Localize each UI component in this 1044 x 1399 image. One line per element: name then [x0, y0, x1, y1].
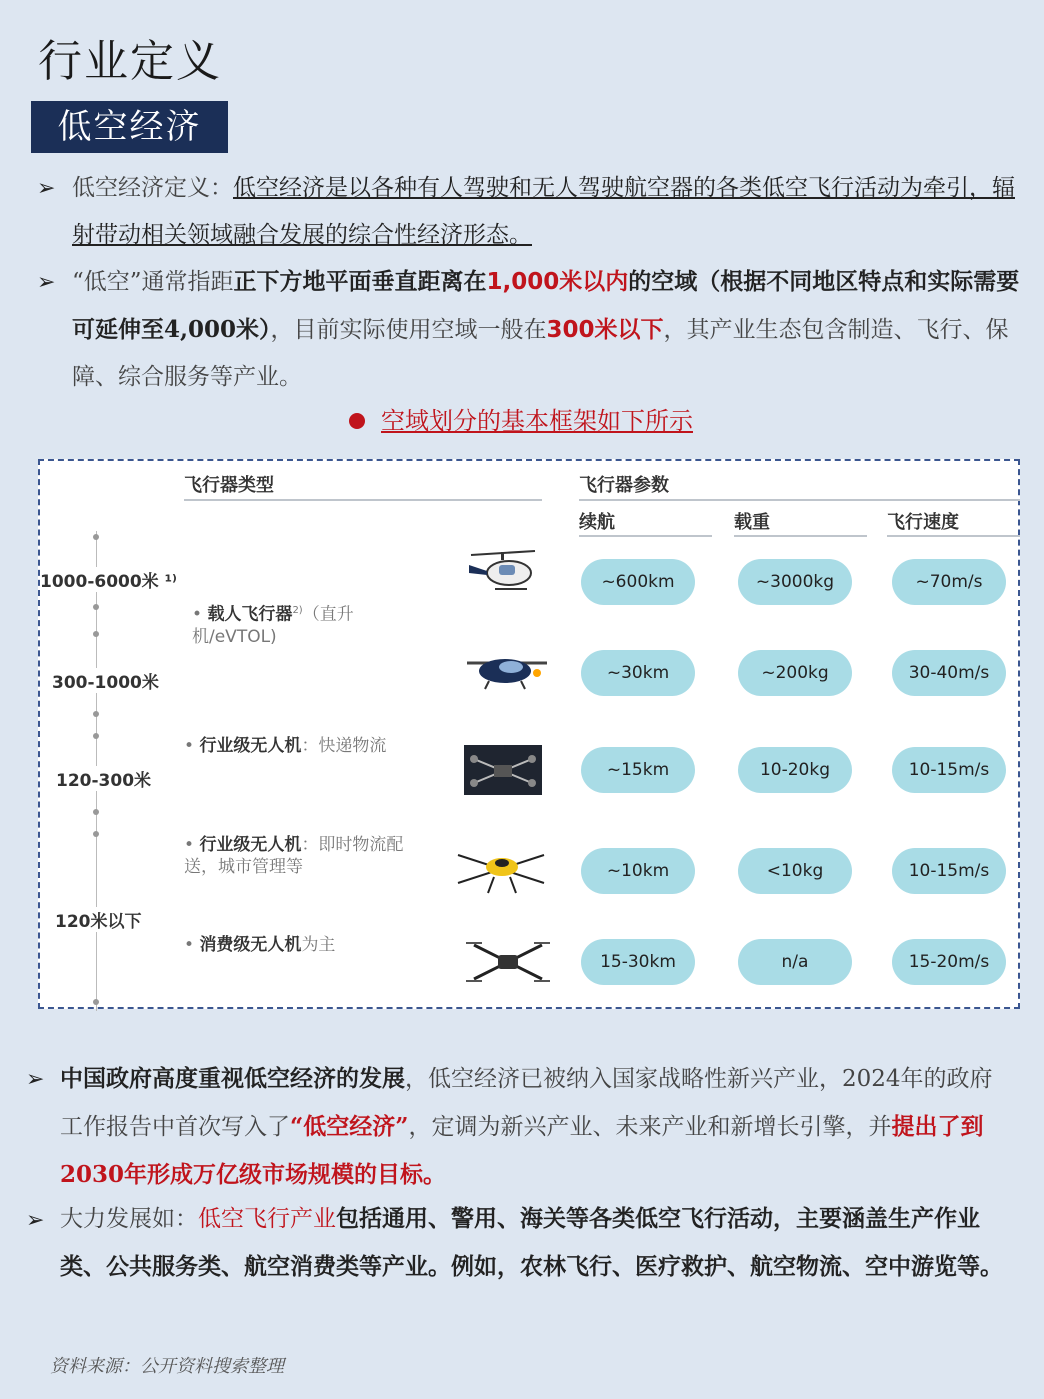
- p2-text-a: “低空”通常指距: [72, 269, 234, 295]
- type-bold: 载人飞行器: [207, 604, 293, 625]
- section-banner: 低空经济: [31, 101, 228, 153]
- divider: [887, 535, 1020, 537]
- param-speed: 10-15m/s: [892, 848, 1006, 894]
- axis-tick: [93, 831, 99, 837]
- col-header-payload: 载重: [734, 512, 770, 533]
- param-speed: 15-20m/s: [892, 939, 1006, 985]
- aircraft-type-industrial-delivery: • 行业级无人机：快递物流: [184, 736, 387, 756]
- param-range: ~10km: [581, 848, 695, 894]
- p4-text-c: 包括通用、警用、海关等各类低空飞行活动，主要涵盖生产作业类、公共服务类、航空消费类等产业。例如，农林飞行、医疗救护、航空物流、空中游览等。: [60, 1205, 1003, 1280]
- type-rest: （直升机/eVTOL): [192, 604, 354, 647]
- param-header: 飞行器参数: [579, 475, 669, 496]
- bullet-arrow-icon: ➢: [37, 176, 56, 201]
- type-bold: 消费级无人机: [199, 935, 302, 955]
- evtol-icon: [465, 647, 549, 695]
- type-header: 飞行器类型: [184, 475, 274, 496]
- param-range: 15-30km: [581, 939, 695, 985]
- altitude-label: 120-300米: [56, 766, 151, 791]
- axis-tick: [93, 631, 99, 637]
- param-payload: 10-20kg: [738, 747, 852, 793]
- bullet-arrow-icon: ➢: [37, 270, 56, 295]
- p4-text-a: 大力发展如：: [60, 1206, 198, 1232]
- p3-goal: 提出了到2030年形成万亿级市场规模的目标。: [60, 1113, 984, 1188]
- source-footnote: 资料来源：公开资料搜索整理: [50, 1356, 284, 1377]
- param-payload: ~200kg: [738, 650, 852, 696]
- bullet-arrow-icon: ➢: [26, 1208, 45, 1233]
- definition-label: 低空经济定义：: [72, 175, 233, 201]
- policy-paragraph: [60, 1055, 1010, 1199]
- bullet-arrow-icon: ➢: [26, 1067, 45, 1092]
- param-payload: <10kg: [738, 848, 852, 894]
- p4-highlight: 低空飞行产业: [198, 1206, 336, 1232]
- param-payload: n/a: [738, 939, 852, 985]
- industry-paragraph: [60, 1195, 1010, 1291]
- divider: [579, 535, 712, 537]
- p3-highlight: “低空经济”: [290, 1113, 409, 1140]
- aircraft-type-consumer: • 消费级无人机为主: [184, 935, 336, 955]
- param-speed: 30-40m/s: [892, 650, 1006, 696]
- divider: [579, 499, 1020, 501]
- divider: [184, 499, 542, 501]
- framework-heading: 空域划分的基本框架如下所示: [381, 407, 693, 435]
- type-bold: 行业级无人机: [199, 736, 302, 756]
- axis-tick: [93, 604, 99, 610]
- type-footnote: 2): [292, 605, 303, 616]
- param-payload: ~3000kg: [738, 559, 852, 605]
- axis-tick: [93, 534, 99, 540]
- altitude-label: 1000-6000米 ¹⁾: [40, 567, 177, 592]
- type-bold: 行业级无人机: [199, 835, 302, 855]
- param-range: ~600km: [581, 559, 695, 605]
- altitude-label: 300-1000米: [52, 668, 159, 693]
- aircraft-type-industrial-instant: • 行业级无人机：即时物流配送，城市管理等: [184, 835, 404, 877]
- param-speed: ~70m/s: [892, 559, 1006, 605]
- p3-text-b: ，低空经济已被纳入国家战略性新兴产业，2024年的政府工作报告中首次写入了: [60, 1066, 993, 1140]
- type-rest: ：即时物流配送，城市管理等: [184, 835, 404, 877]
- p2-text-d: 的空域（根据不同地区特点和实际需要可延伸至4,000米）: [72, 268, 1020, 343]
- altitude-label: 120米以下: [55, 907, 142, 932]
- param-speed: 10-15m/s: [892, 747, 1006, 793]
- axis-tick: [93, 733, 99, 739]
- p2-highlight-300m: 300米以下: [546, 317, 664, 343]
- drone-icon: [466, 935, 550, 989]
- helicopter-icon: [465, 547, 545, 601]
- type-rest: ：快递物流: [301, 736, 387, 756]
- type-rest: 为主: [301, 935, 336, 955]
- axis-tick: [93, 999, 99, 1005]
- p2-highlight-1000m: 1,000米以内: [486, 269, 629, 295]
- axis-tick: [93, 711, 99, 717]
- param-range: ~30km: [581, 650, 695, 696]
- col-header-speed: 飞行速度: [887, 512, 959, 533]
- axis-tick: [93, 809, 99, 815]
- p2-text-e: ，目前实际使用空域一般在: [270, 317, 547, 343]
- drone-icon: [464, 745, 542, 795]
- airspace-framework-figure: [38, 459, 1020, 1009]
- divider: [734, 535, 867, 537]
- p3-text-a: 中国政府高度重视低空经济的发展: [60, 1065, 405, 1092]
- aircraft-type-manned: • 载人飞行器$^{2)}$（直升机/eVTOL): [192, 604, 354, 647]
- page-title: 行业定义: [38, 36, 222, 87]
- p2-text-b: 正下方地平面垂直距离在: [233, 268, 487, 295]
- low-altitude-paragraph: [72, 258, 1020, 401]
- drone-icon: [454, 841, 554, 897]
- p2-text-g: ，其产业生态包含制造、飞行、保障、综合服务等产业。: [72, 317, 1009, 390]
- col-header-range: 续航: [579, 512, 615, 533]
- param-range: ~15km: [581, 747, 695, 793]
- p3-text-d: ，定调为新兴产业、未来产业和新增长引擎，并: [408, 1114, 892, 1140]
- definition-paragraph: [72, 165, 1017, 259]
- red-dot-icon: [349, 413, 365, 429]
- definition-text: 低空经济是以各种有人驾驶和无人驾驶航空器的各类低空飞行活动为牵引，辐射带动相关领域融合发展的综合性经济形态。: [72, 175, 1015, 248]
